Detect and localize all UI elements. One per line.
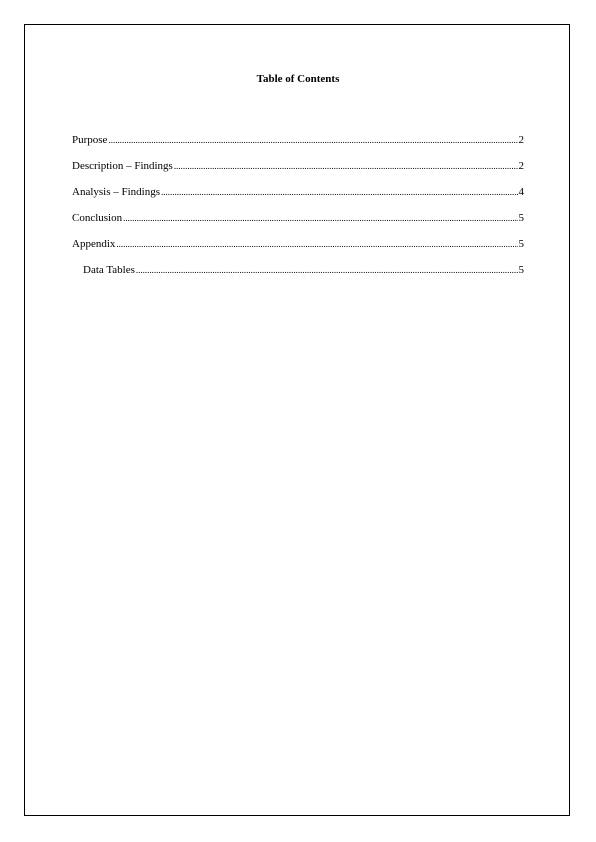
toc-entry-label: Data Tables	[83, 264, 135, 276]
toc-entry-label: Appendix	[72, 238, 116, 250]
toc-entry-data-tables[interactable]	[72, 263, 524, 277]
toc-entry-page: 5	[518, 264, 524, 276]
dot-leader	[116, 237, 517, 251]
toc-entry-conclusion[interactable]	[72, 211, 524, 225]
toc-entry-page: 5	[518, 238, 524, 250]
toc-entry-page: 2	[518, 134, 524, 146]
toc-entry-analysis-findings[interactable]	[72, 185, 524, 199]
dot-leader	[136, 263, 518, 277]
dot-leader	[161, 185, 517, 199]
toc-entry-page: 2	[518, 160, 524, 172]
toc-entry-label: Purpose	[72, 134, 108, 146]
toc-entry-appendix[interactable]	[72, 237, 524, 251]
toc-list	[72, 133, 524, 289]
toc-entry-label: Description – Findings	[72, 160, 173, 172]
dot-leader	[123, 211, 517, 225]
dot-leader	[108, 133, 517, 147]
toc-title: Table of Contents	[256, 73, 340, 85]
toc-entry-label: Conclusion	[72, 212, 123, 224]
toc-entry-description-findings[interactable]	[72, 159, 524, 173]
toc-entry-label: Analysis – Findings	[72, 186, 161, 198]
toc-entry-purpose[interactable]	[72, 133, 524, 147]
toc-entry-page: 4	[518, 186, 524, 198]
dot-leader	[174, 159, 518, 173]
toc-entry-page: 5	[518, 212, 524, 224]
